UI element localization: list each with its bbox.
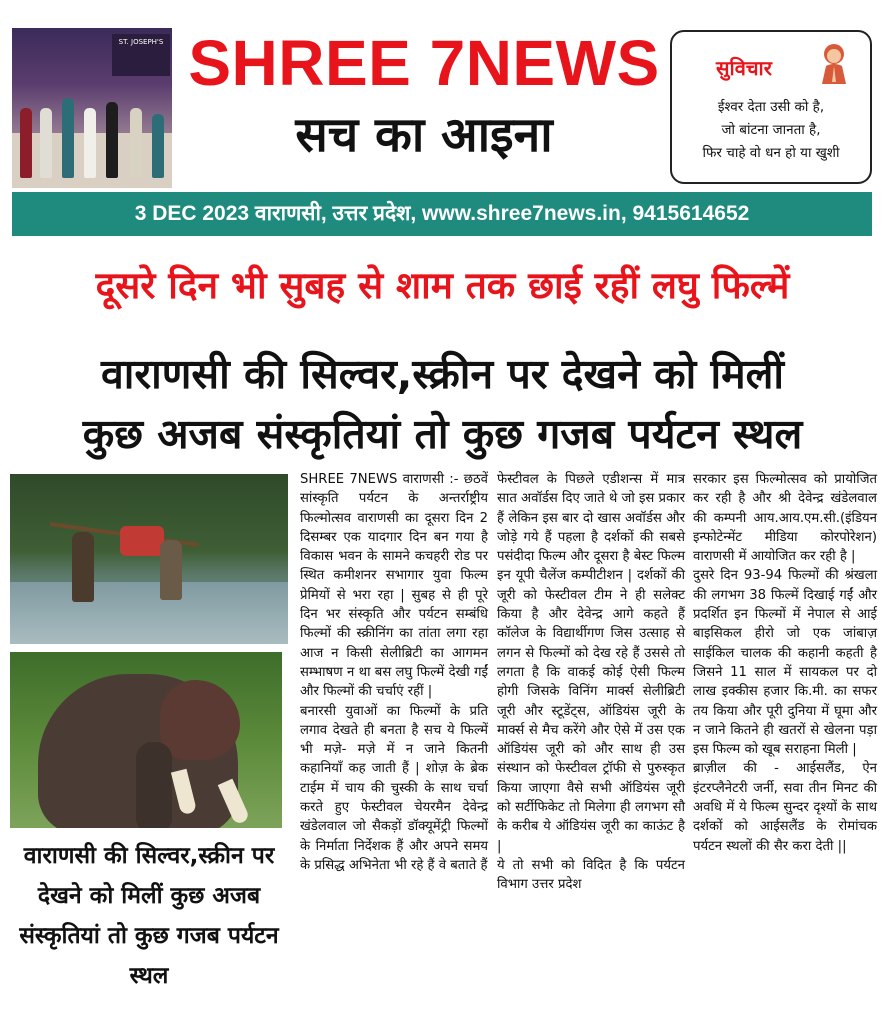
article-paragraph: सरकार इस फिल्मोत्सव को प्रायोजित कर रही है और श्री देवेन्द्र खंडेलवाल की कम्पनी आय.आय.एम.सी.(इंडियन इन्फोटेन्मेंट मीडिया कोरपोरेशन) वाराणसी में आयोजित कर रही है | bbox=[693, 472, 877, 565]
article-column-1 bbox=[300, 470, 488, 875]
thought-line: जो बांटना जानता है, bbox=[721, 122, 821, 138]
article-column-2 bbox=[497, 470, 685, 895]
article-paragraph: बनारसी युवाओं का फिल्मों के प्रति लगाव देखते ही बनता है सच ये फिल्में भी मज़े- मज़े में न जाने कितनी कहानियाँ कह जाती हैं | शोज़ के ब्रेक टाईम में चाय की चुस्की के साथ चर्चा करते हुए फेस्टीवल चेयरमैन देवेन्द्र खंडेलवाल जो सैकड़ों डॉक्यूमेंट्री फिल्मों के निर्माता निर्देशक हैं और अपने समय के प्रसिद्ध अभिनेता भी रहे हैं वे बताते हैं bbox=[300, 703, 488, 873]
photo-figure bbox=[130, 108, 142, 178]
photo-cloth bbox=[120, 526, 164, 556]
photo-figure bbox=[40, 108, 52, 178]
sub-headline-line: कुछ अजब संस्कृतियां तो कुछ गजब पर्यटन स्थल bbox=[82, 410, 803, 458]
main-headline: दूसरे दिन भी सुबह से शाम तक छाई रहीं लघु फिल्में bbox=[95, 264, 790, 307]
sub-headline-line: वाराणसी की सिल्वर,स्क्रीन पर देखने को मिलीं bbox=[100, 350, 785, 398]
photo-figure bbox=[20, 108, 32, 178]
sub-headline bbox=[0, 344, 885, 464]
image-caption: वाराणसी की सिल्वर,स्क्रीन पर देखने को मिलीं कुछ अजब संस्कृतियां तो कुछ गजब पर्यटन स्थल bbox=[19, 843, 279, 989]
thought-line: फिर चाहे वो धन हो या खुशी bbox=[702, 145, 840, 161]
photo-elephant-ear bbox=[160, 680, 240, 760]
photo-figure bbox=[72, 532, 94, 602]
article-paragraph: ब्राज़ील की - आईसलैंड, ऐन इंटरप्लैनेटरी जर्नी, सवा तीन मिनट की अवधि में ये फिल्म सुन्दर दृश्यों के साथ दर्शकों को आईसलैंड के रोमांचक पर्यटन स्थलों की सैर करा देती || bbox=[693, 761, 877, 854]
brand-name: SHREE 7NEWS bbox=[188, 27, 660, 99]
article-paragraph: दुसरे दिन 93-94 फिल्मों की श्रंखला की लगभग 38 फिल्में दिखाई गईं और प्रदर्शित इन फिल्मों में नेपाल से आई बाइसिकल हीरो जो एक जांबाज़ साईकिल चालक की कहानी कहती है जिसने 11 साल में सायकल पर दो लाख इक्कीस हजार कि.मी. का सफर तय किया और पूरी दुनिया में घूमा और न जाने कितने ही खतरों से खेलना पड़ा इस फिल्म को खूब सराहना मिली | bbox=[693, 568, 877, 758]
photo-figure bbox=[152, 114, 164, 178]
article-paragraph: ये तो सभी को विदित है कि पर्यटन विभाग उत्तर प्रदेश bbox=[497, 857, 685, 893]
thought-line: ईश्वर देता उसी को है, bbox=[717, 99, 825, 115]
photo-figure bbox=[84, 108, 96, 178]
header-photo bbox=[12, 28, 172, 188]
photo-figure bbox=[106, 102, 118, 178]
thought-box bbox=[670, 30, 872, 184]
thought-text bbox=[678, 96, 864, 165]
elephant-photo bbox=[10, 652, 282, 828]
dateline-bar: 3 DEC 2023 वाराणसी, उत्तर प्रदेश, www.shree7news.in, 9415614652 bbox=[12, 192, 872, 236]
photo-water bbox=[10, 582, 288, 644]
photo-elephant-trunk bbox=[136, 742, 172, 828]
article-paragraph: SHREE 7NEWS वाराणसी :- छठवें सांस्कृति पर्यटन के अन्तर्राष्ट्रीय फिल्मोत्सव वाराणसी का दूसरा दिन 2 दिसम्बर एक यादगार दिन बन गया है विकास भवन के सामने कचहरी रोड पर स्थित कमीशनर सभागार युवा फिल्म प्रेमियों से भरा रहा | सुबह से ही पूरे दिन भर संस्कृति और पर्यटन सम्बंधि फिल्मों की स्क्रीनिंग का तांता लगा रहा आज न किसी सेलीब्रिटी का आगमन सम्भाषण न था बस लघु फिल्में देखी गईं और फिल्मों की चर्चाएं रहीं | bbox=[300, 472, 488, 700]
photo-figure bbox=[62, 98, 74, 178]
photo-figure bbox=[160, 540, 182, 600]
brand-tagline: सच का आइना bbox=[295, 107, 553, 163]
article-column-3 bbox=[693, 470, 877, 856]
article-paragraph: फेस्टीवल के पिछले एडीशन्स में मात्र सात अवॉर्डस दिए जाते थे जो इस प्रकार हैं लेकिन इस बार दो खास अवॉर्डस और जोड़े गये हैं पहला है दर्शकों की सबसे पसंदीदा फिल्म और दूसरा है बेस्ट फिल्म इन यूपी चैलेंज कम्पीटीशन | दर्शकों की जूरी को फेस्टीवल टीम ने ही सलेक्ट किया है और देवेन्द्र आगे कहते हैं कॉलेज के विद्यार्थीगण जिस उत्साह से लगन से फिल्मों को देख रहे हैं उससे तो लगता है कि वाकई कोई ऐसी फिल्म होगी जिसके विनिंग मार्क्स सेलीब्रिटी जूरी और स्टूडेंट्स, ऑडियंस जूरी के मार्क्स से मैच करेंगे और ऐसे में उस एक ऑडियंस जूरी को और साथ ही उस संस्थान को फेस्टीवल ट्रॉफी से पुरुस्कृत किया जाएगा वैसे सभी ऑडियंस जूरी को सर्टीफिकेट तो मिलेगा ही लगभग सौ के करीब ये ऑडियंस जूरी का काऊंट है | bbox=[497, 472, 685, 854]
masthead bbox=[180, 28, 668, 166]
photo-sign: ST. JOSEPH'S bbox=[112, 34, 170, 76]
praying-hands-icon bbox=[816, 42, 852, 84]
thought-title: सुविचार bbox=[716, 56, 772, 80]
river-photo bbox=[10, 474, 288, 644]
